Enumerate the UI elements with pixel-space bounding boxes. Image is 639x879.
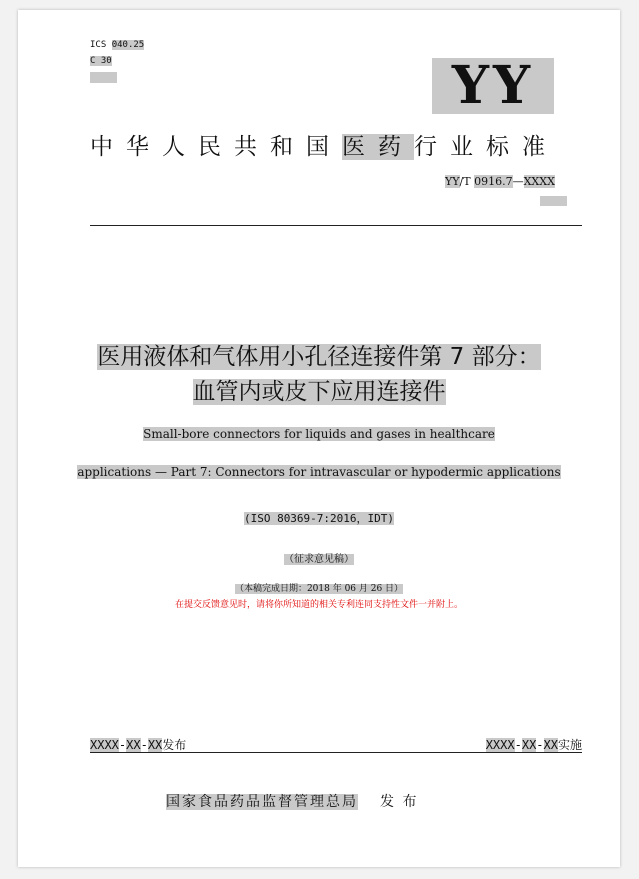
ics-line xyxy=(90,40,144,50)
header-rule xyxy=(90,225,582,226)
draft-status-text: （征求意见稿） xyxy=(284,554,354,565)
implement-date-month: XX xyxy=(521,738,537,752)
industry-title-part3: 行业标准 xyxy=(414,134,558,160)
issue-date-sep2: - xyxy=(140,738,148,752)
implement-date-label: 实施 xyxy=(557,738,582,752)
ics-label: ICS xyxy=(90,40,107,50)
issue-date xyxy=(90,736,186,753)
iso-equivalence xyxy=(18,510,620,526)
draft-date xyxy=(18,581,620,594)
standard-number xyxy=(445,175,555,188)
issue-date-label: 发布 xyxy=(162,738,187,752)
main-title-line1-text: 医用液体和气体用小孔径连接件第 7 部分： xyxy=(97,344,541,370)
standard-number-prefix: YY xyxy=(445,175,460,188)
issuer-action: 发 布 xyxy=(380,794,419,810)
standard-number-code: 0916.7 xyxy=(474,175,513,188)
ccs-code-text: C 30 xyxy=(90,56,112,66)
english-title-line2-text: applications — Part 7: Connectors for intravascular or hypodermic applications xyxy=(77,465,561,479)
implement-date-sep1: - xyxy=(514,738,522,752)
issue-date-month: XX xyxy=(126,738,141,752)
industry-title-part2: 医药 xyxy=(342,134,414,160)
document-page xyxy=(18,10,620,867)
standard-number-dash: — xyxy=(512,175,524,188)
draft-date-text: （本稿完成日期：2018 年 06 月 26 日） xyxy=(234,584,404,594)
standard-number-year: XXXX xyxy=(523,175,555,188)
industry-title xyxy=(90,128,558,161)
footer-rule xyxy=(90,752,582,753)
iso-equivalence-text: (ISO 80369-7:2016，IDT) xyxy=(243,512,395,525)
blank-field xyxy=(90,72,117,83)
english-title-line1-text: Small-bore connectors for liquids and gases in healthcare xyxy=(143,427,495,441)
standard-logo: YY xyxy=(432,58,554,114)
main-title-line2 xyxy=(18,373,620,406)
issue-date-day: XX xyxy=(147,738,163,752)
feedback-note: 在提交反馈意见时，请将你所知道的相关专利连同支持性文件一并附上。 xyxy=(174,600,463,610)
main-title-line1 xyxy=(18,338,620,371)
draft-status xyxy=(18,550,620,565)
implement-date-sep2: - xyxy=(536,738,544,752)
issuer xyxy=(166,791,418,811)
english-title-line2 xyxy=(18,465,620,479)
blank-field-2 xyxy=(540,196,567,206)
ccs-code xyxy=(90,56,112,66)
industry-title-part1: 中华人民共和国 xyxy=(90,134,342,160)
english-title-line1 xyxy=(18,427,620,441)
ics-code: 040.25 xyxy=(111,40,145,50)
issue-date-year: XXXX xyxy=(90,738,119,752)
implement-date-year: XXXX xyxy=(485,738,515,752)
implement-date xyxy=(486,736,582,753)
issuer-name: 国家食品药品监督管理总局 xyxy=(166,794,358,810)
issue-date-sep1: - xyxy=(118,738,127,752)
implement-date-day: XX xyxy=(543,738,558,752)
main-title-line2-text: 血管内或皮下应用连接件 xyxy=(192,379,446,405)
standard-number-slash: /T xyxy=(459,175,475,188)
